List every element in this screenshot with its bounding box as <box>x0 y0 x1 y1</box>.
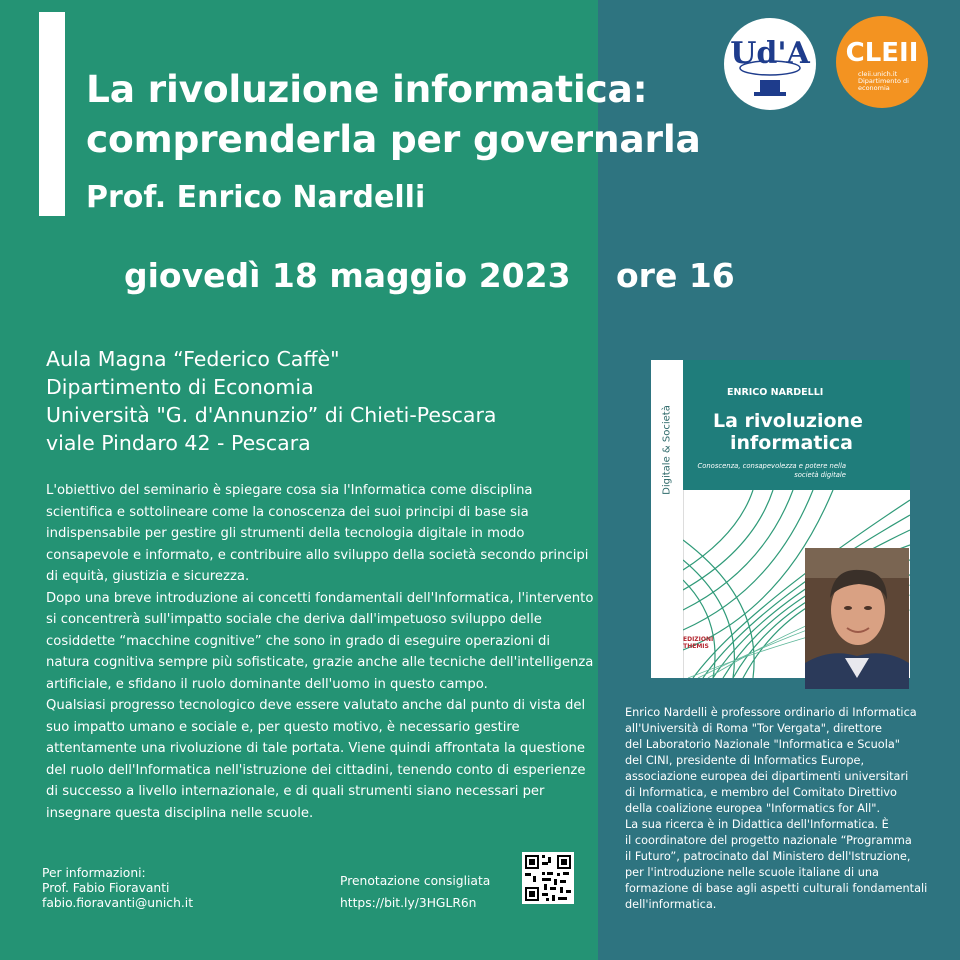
contact-label: Per informazioni: <box>42 866 146 880</box>
event-title <box>86 64 701 164</box>
cleii-logo-caption <box>858 71 909 92</box>
seminar-description <box>46 480 594 824</box>
bio-line: il Futuro”, patrocinato dal Ministero dell'Istruzione, <box>625 850 911 863</box>
book-title-line: informatica <box>729 432 853 454</box>
book-subtitle: Conoscenza, consapevolezza e potere nella società digitale <box>697 462 846 479</box>
booking-info <box>340 870 490 914</box>
bio-line: il coordinatore del progetto nazionale “Programma <box>625 834 912 847</box>
qr-code[interactable] <box>522 852 574 904</box>
bio-line: Enrico Nardelli è professore ordinario di Informatica <box>625 706 917 719</box>
speaker-name: Prof. Enrico Nardelli <box>86 180 426 215</box>
book-series: Digitale & Società <box>661 405 673 495</box>
event-date: giovedì 18 maggio 2023 <box>124 256 571 295</box>
description-paragraph: L'obiettivo del seminario è spiegare cosa sia l'Informatica come disciplina scientifica e sottolineare come la conoscenza dei suoi principi di base sia indispensabile per gestire gli strumenti della tecnologia digitale in modo consapevole e informato, e contribuire allo sviluppo della società secondo principi di equità, giustizia e sicurezza. <box>46 483 589 584</box>
bio-line: per l'introduzione nelle scuole italiane di una <box>625 866 879 879</box>
bio-line: all'Università di Roma "Tor Vergata", direttore <box>625 722 882 735</box>
book-publisher <box>683 636 714 650</box>
description-paragraph: Dopo una breve introduzione ai concetti fondamentali dell'Informatica, l'intervento si concentrerà sull'impatto sociale che deriva dall'impetuoso sviluppo delle cosiddette “macchine cognitive” che sono in grado di eseguire operazioni di natura cognitiva sempre più sofisticate, grazie anche alle tecniche dell'intelligenza artificiale, e sfidano il ruolo dominante dell'uomo in questo campo. <box>46 590 594 692</box>
book-spine <box>651 360 684 678</box>
description-paragraph: Qualsiasi progresso tecnologico deve essere valutato anche dal punto di vista del suo impatto umano e sociale e, per questo motivo, è necessario gestire attentamente una rivoluzione di tale portata. Viene quindi affrontata la questione del ruolo dell'Informatica nell'istruzione dei cittadini, tenendo conto di esperienze di successo a livello internazionale, e di quali strumenti siano necessari per insegnare questa disciplina nelle scuole. <box>46 698 586 821</box>
bio-line: della coalizione europea "Informatics for All". <box>625 802 881 815</box>
event-time: ore 16 <box>616 256 735 295</box>
uda-logo-text: Ud'A <box>730 36 810 71</box>
venue-line: Aula Magna “Federico Caffè" <box>46 347 340 371</box>
cleii-logo <box>836 16 928 108</box>
booking-label: Prenotazione consigliata <box>340 874 491 888</box>
venue-line: viale Pindaro 42 - Pescara <box>46 431 311 455</box>
bio-line: formazione di base agli aspetti culturali fondamentali <box>625 882 928 895</box>
bio-line: La sua ricerca è in Didattica dell'Informatica. È <box>625 818 889 831</box>
bio-line: dell'informatica. <box>625 898 717 911</box>
accent-bar <box>39 12 65 216</box>
cleii-logo-text: CLEII <box>845 38 919 68</box>
contact-name: Prof. Fabio Fioravanti <box>42 881 170 895</box>
cleii-site: cleii.unich.it <box>858 70 898 78</box>
cleii-dept-line: economia <box>858 84 890 92</box>
bio-line: associazione europea dei dipartimenti universitari <box>625 770 909 783</box>
title-line: comprenderla per governarla <box>86 117 701 161</box>
title-line: La rivoluzione informatica: <box>86 67 648 111</box>
book-author: ENRICO NARDELLI <box>727 387 824 398</box>
venue-address <box>46 345 496 457</box>
speaker-photo <box>805 548 909 689</box>
bio-line: di Informatica, e membro del Comitato Direttivo <box>625 786 897 799</box>
venue-line: Università "G. d'Annunzio” di Chieti-Pescara <box>46 403 497 427</box>
booking-link[interactable]: https://bit.ly/3HGLR6n <box>340 896 477 910</box>
contact-email[interactable]: fabio.fioravanti@unich.it <box>42 896 194 910</box>
uda-logo <box>724 18 816 110</box>
contact-info <box>42 866 193 911</box>
publisher-line: EDIZIONI <box>683 636 714 643</box>
cleii-dept-line: Dipartimento di <box>858 77 909 85</box>
publisher-line: THEMIS <box>683 643 709 650</box>
venue-line: Dipartimento di Economia <box>46 375 314 399</box>
bio-line: del CINI, presidente di Informatics Europe, <box>625 754 865 767</box>
bio-line: del Laboratorio Nazionale "Informatica e Scuola" <box>625 738 900 751</box>
book-title <box>713 410 863 454</box>
book-title-line: La rivoluzione <box>713 410 863 432</box>
speaker-bio <box>625 705 955 913</box>
